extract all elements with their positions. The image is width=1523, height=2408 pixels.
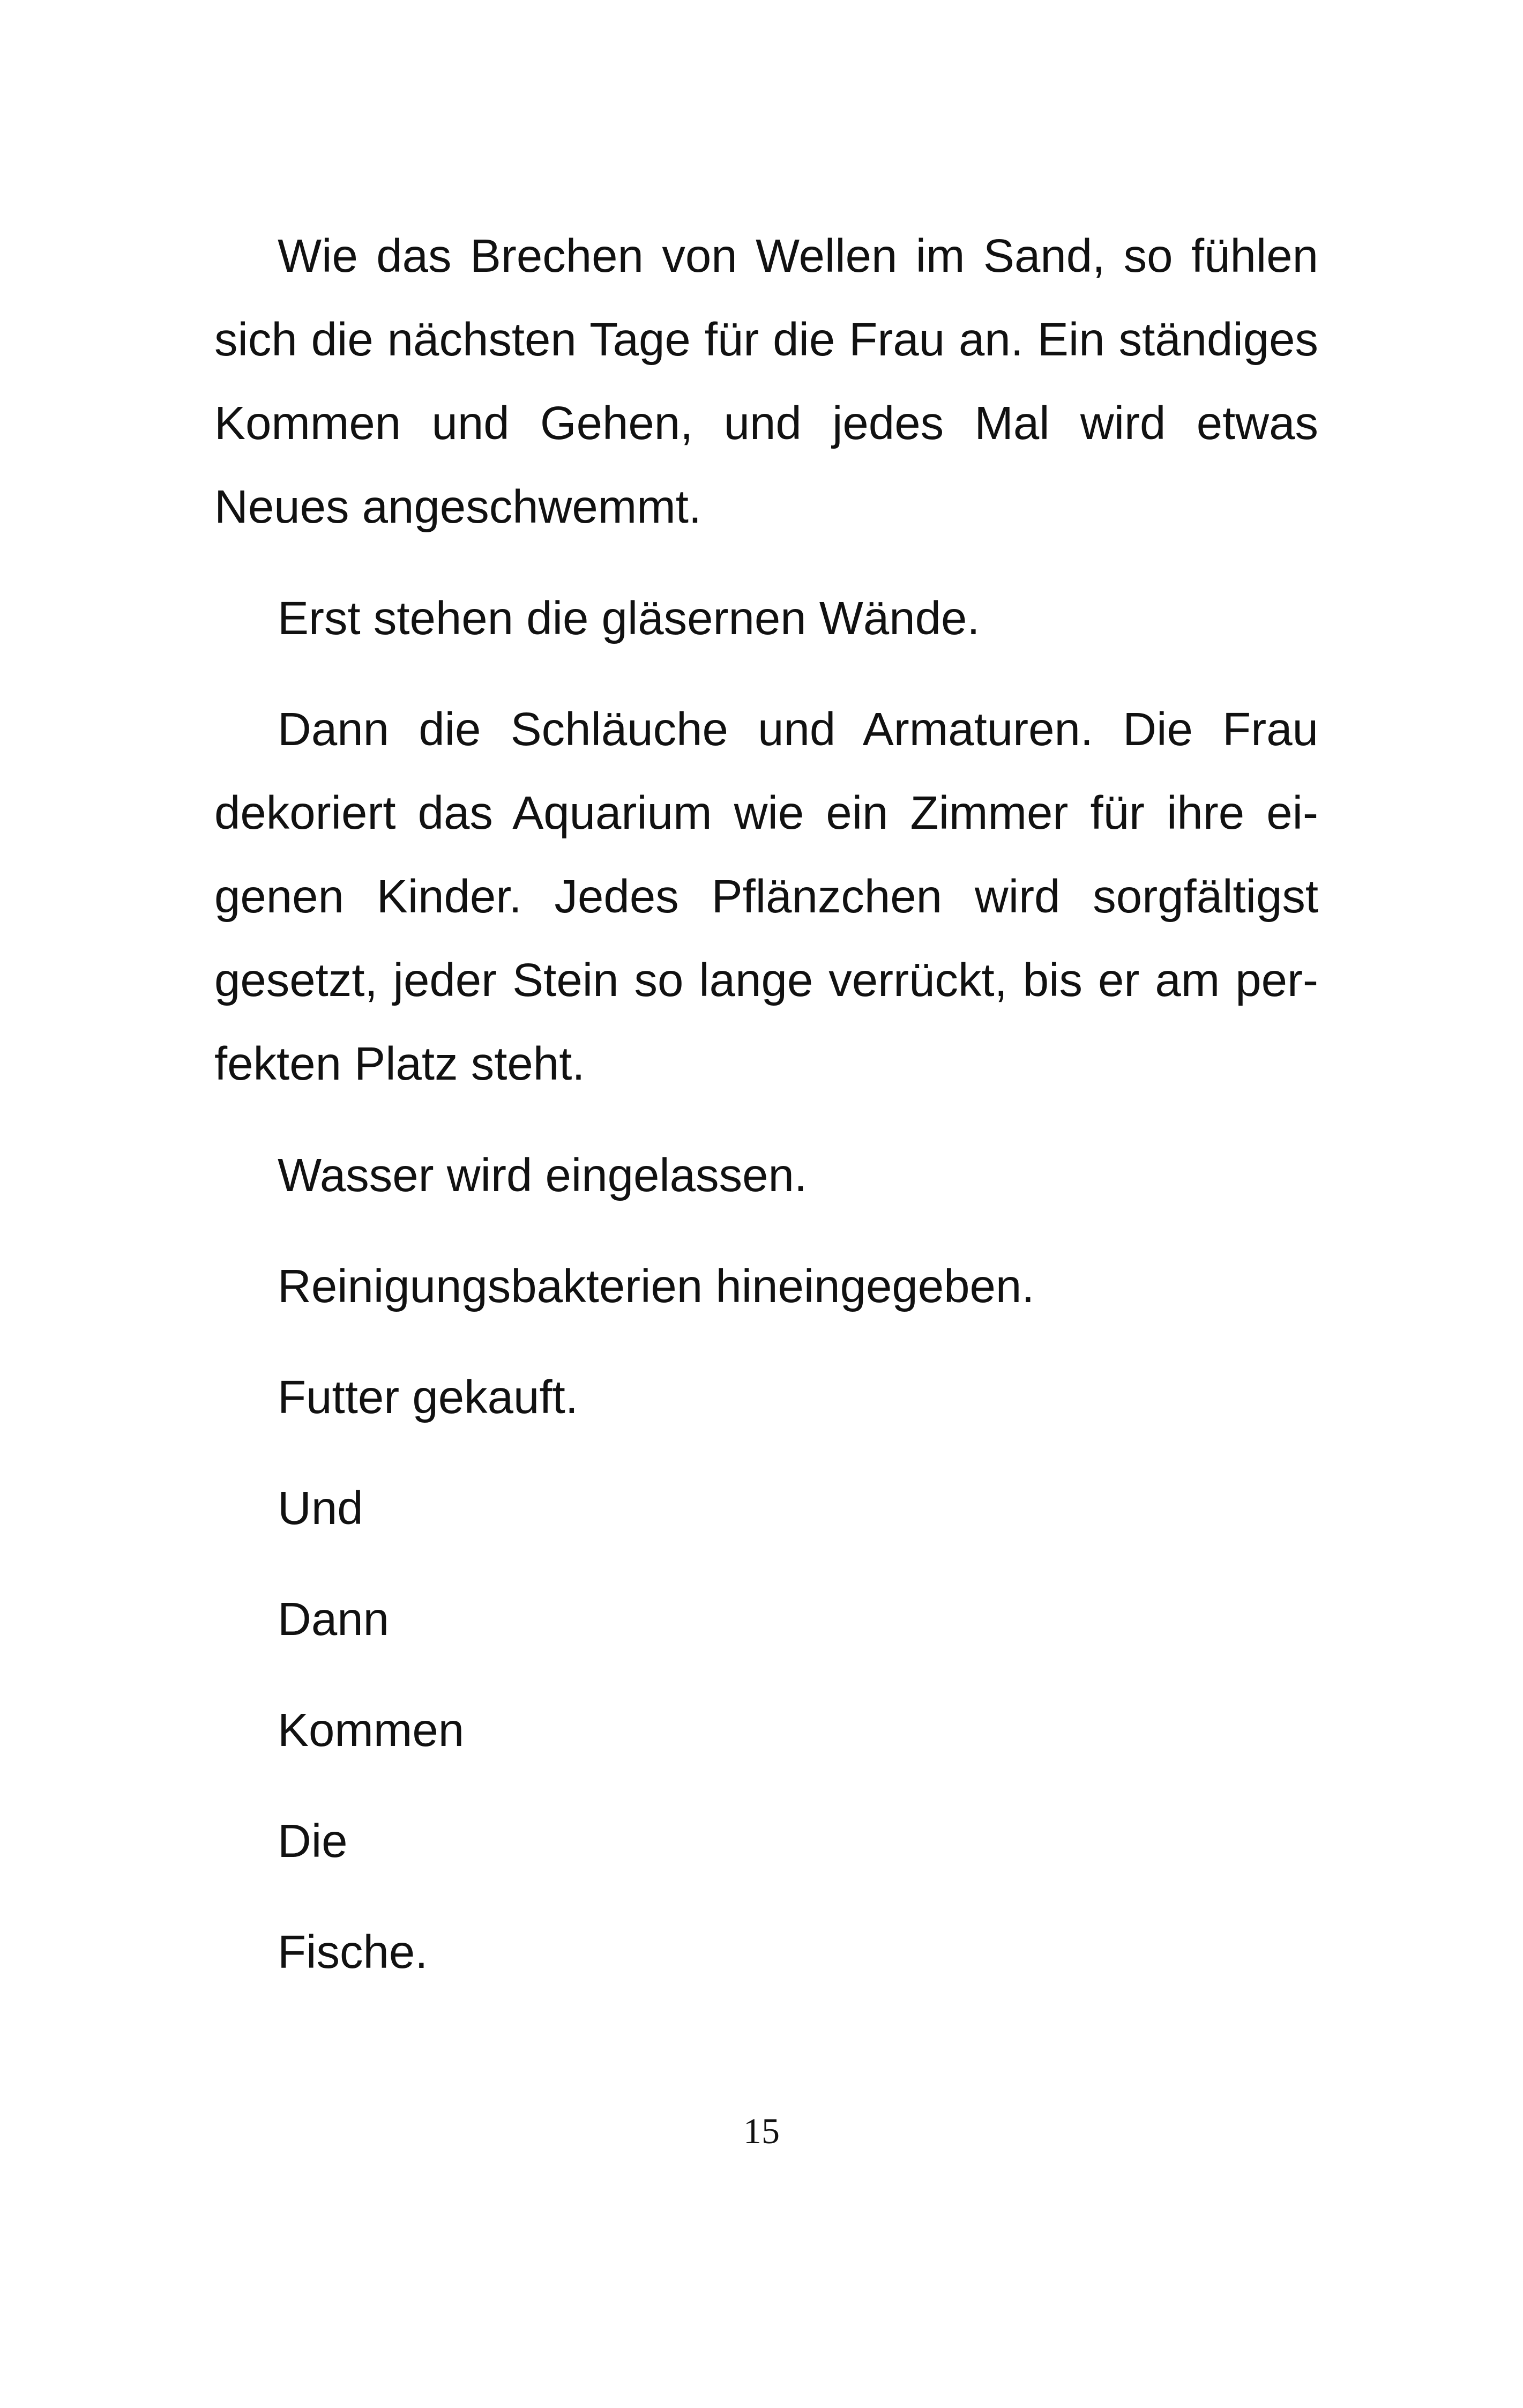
paragraph-decoration: Dann die Schläuche und Armaturen. Die Frau dekoriert das Aquarium wie ein Zimmer für ihre eigenen Kinder. Jedes Pflänzchen wird sorgfältigst gesetzt, jeder Stein so lange verrückt, bis er am perfekten Platz steht. bbox=[214, 703, 1318, 1090]
paragraph-walls: Erst stehen die gläsernen Wände. bbox=[278, 592, 980, 644]
paragraph-water: Wasser wird eingelassen. bbox=[278, 1149, 808, 1201]
paragraph-kommen: Kommen bbox=[278, 1704, 465, 1756]
paragraph-bacteria: Reinigungsbakterien hineingegeben. bbox=[278, 1260, 1035, 1312]
paragraph-und: Und bbox=[278, 1482, 363, 1534]
page-number: 15 bbox=[743, 2110, 780, 2151]
body-text bbox=[214, 214, 1318, 2021]
paragraph-fische: Fische. bbox=[278, 1926, 428, 1978]
paragraph-food: Futter gekauft. bbox=[278, 1371, 578, 1423]
paragraph-waves: Wie das Brechen von Wellen im Sand, so fühlen sich die nächsten Tage für die Frau an. Ein ständiges Kommen und Gehen, und jedes Mal wird etwas Neues angeschwemmt. bbox=[214, 230, 1318, 533]
paragraph-die: Die bbox=[278, 1815, 348, 1867]
paragraph-dann: Dann bbox=[278, 1593, 389, 1645]
